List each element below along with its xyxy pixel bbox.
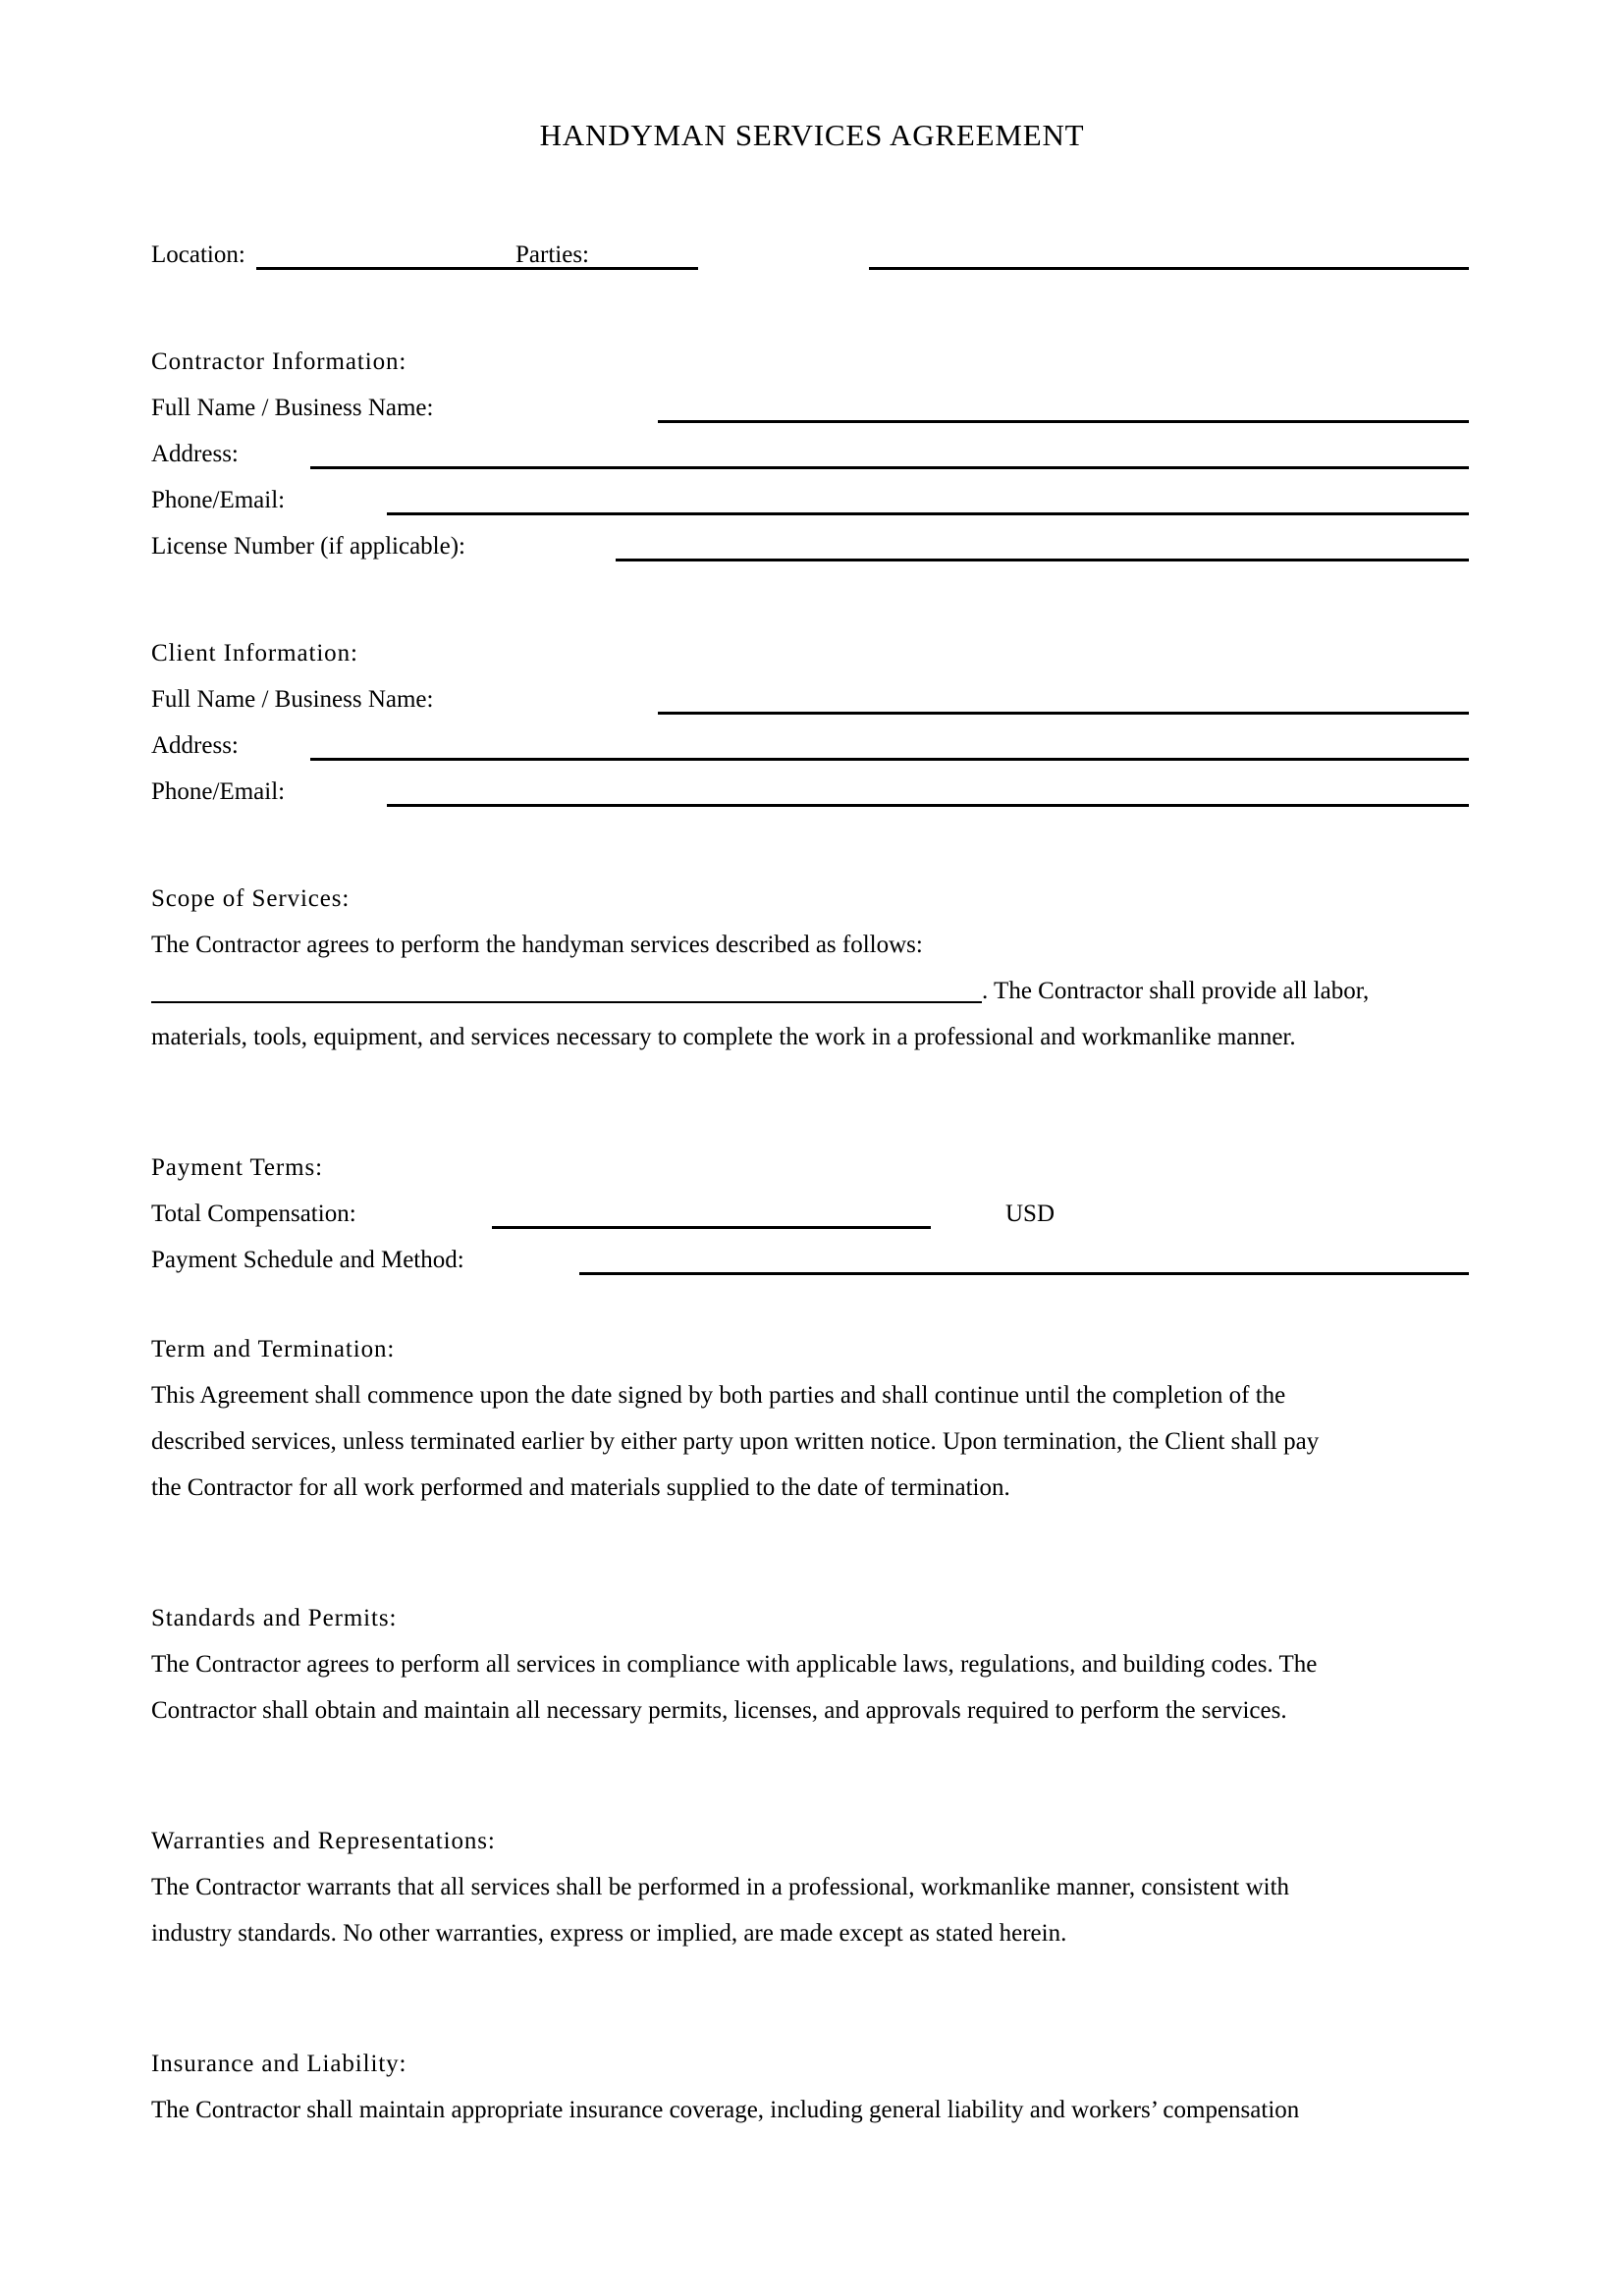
contractor-license-label: License Number (if applicable): (151, 533, 465, 560)
contractor-information-heading: Contractor Information: (151, 348, 407, 375)
scope-of-services-text (151, 922, 1469, 1060)
scope-of-services-heading: Scope of Services: (151, 885, 351, 912)
contractor-license-row (151, 523, 1469, 569)
contractor-address-blank[interactable] (310, 466, 1469, 469)
contractor-phone-email-row (151, 477, 1469, 523)
contractor-full-name-blank[interactable] (658, 420, 1469, 423)
scope-line-2 (151, 968, 1469, 1014)
spacer (151, 1060, 1469, 1145)
standards-and-permits-heading: Standards and Permits: (151, 1605, 398, 1631)
warranties-line-1: The Contractor warrants that all services shall be performed in a professional, workmanlike manner, consistent with (151, 1874, 1290, 1900)
client-full-name-label: Full Name / Business Name: (151, 686, 434, 713)
payment-schedule-blank[interactable] (579, 1272, 1469, 1275)
client-full-name-row (151, 676, 1469, 722)
spacer (151, 1956, 1469, 2041)
scope-description-blank[interactable] (151, 975, 982, 1003)
insurance-and-liability-text (151, 2087, 1469, 2133)
currency-label: USD (1005, 1201, 1056, 1227)
spacer (151, 278, 1469, 339)
client-phone-email-blank[interactable] (387, 804, 1469, 807)
standards-line-1: The Contractor agrees to perform all services in compliance with applicable laws, regulations, and building codes. The (151, 1651, 1318, 1678)
parties-label: Parties: (515, 241, 589, 268)
spacer (151, 1511, 1469, 1595)
total-compensation-label: Total Compensation: (151, 1201, 356, 1227)
client-address-label: Address: (151, 732, 239, 759)
contractor-address-row (151, 431, 1469, 477)
total-compensation-row (151, 1191, 1469, 1237)
term-line-3: the Contractor for all work performed and materials supplied to the date of termination. (151, 1474, 1010, 1501)
location-blank[interactable] (256, 267, 698, 270)
client-address-row (151, 722, 1469, 769)
warranties-and-representations-heading: Warranties and Representations: (151, 1828, 496, 1854)
parties-blank[interactable] (869, 267, 1469, 270)
warranties-line-2: industry standards. No other warranties, express or implied, are made except as stated herein. (151, 1920, 1067, 1947)
contractor-phone-email-label: Phone/Email: (151, 487, 286, 513)
term-and-termination-heading: Term and Termination: (151, 1336, 396, 1362)
contractor-full-name-label: Full Name / Business Name: (151, 395, 434, 421)
client-phone-email-row (151, 769, 1469, 815)
term-line-1: This Agreement shall commence upon the date signed by both parties and shall continue until the completion of the (151, 1382, 1286, 1409)
spacer (151, 569, 1469, 630)
header-fields-row (151, 232, 1469, 278)
spacer (151, 815, 1469, 876)
contractor-full-name-row (151, 385, 1469, 431)
payment-schedule-label: Payment Schedule and Method: (151, 1247, 464, 1273)
insurance-and-liability-heading: Insurance and Liability: (151, 2051, 407, 2077)
spacer (151, 1734, 1469, 1818)
scope-line-2-text: . The Contractor shall provide all labor, (982, 978, 1370, 1004)
standards-and-permits-text (151, 1641, 1469, 1734)
page-title: HANDYMAN SERVICES AGREEMENT (539, 118, 1085, 152)
client-information-heading: Client Information: (151, 640, 358, 667)
client-full-name-blank[interactable] (658, 712, 1469, 715)
contractor-license-blank[interactable] (616, 559, 1469, 561)
payment-schedule-row (151, 1237, 1469, 1283)
term-line-2: described services, unless terminated earlier by either party upon written notice. Upon termination, the Client shall pay (151, 1428, 1320, 1455)
client-phone-email-label: Phone/Email: (151, 778, 286, 805)
client-address-blank[interactable] (310, 758, 1469, 761)
contractor-phone-email-blank[interactable] (387, 512, 1469, 515)
contractor-address-label: Address: (151, 441, 239, 467)
document-body (151, 232, 1469, 2133)
warranties-and-representations-text (151, 1864, 1469, 1956)
insurance-line-1: The Contractor shall maintain appropriate insurance coverage, including general liability and workers’ compensation (151, 2097, 1300, 2123)
scope-line-1: The Contractor agrees to perform the handyman services described as follows: (151, 932, 923, 958)
term-and-termination-text (151, 1372, 1469, 1511)
standards-line-2: Contractor shall obtain and maintain all necessary permits, licenses, and approvals required to perform the services. (151, 1697, 1287, 1724)
spacer (151, 1283, 1469, 1326)
scope-line-3: materials, tools, equipment, and services necessary to complete the work in a professional and workmanlike manner. (151, 1024, 1296, 1050)
payment-terms-heading: Payment Terms: (151, 1154, 323, 1181)
location-label: Location: (151, 241, 245, 268)
total-compensation-blank[interactable] (492, 1226, 931, 1229)
